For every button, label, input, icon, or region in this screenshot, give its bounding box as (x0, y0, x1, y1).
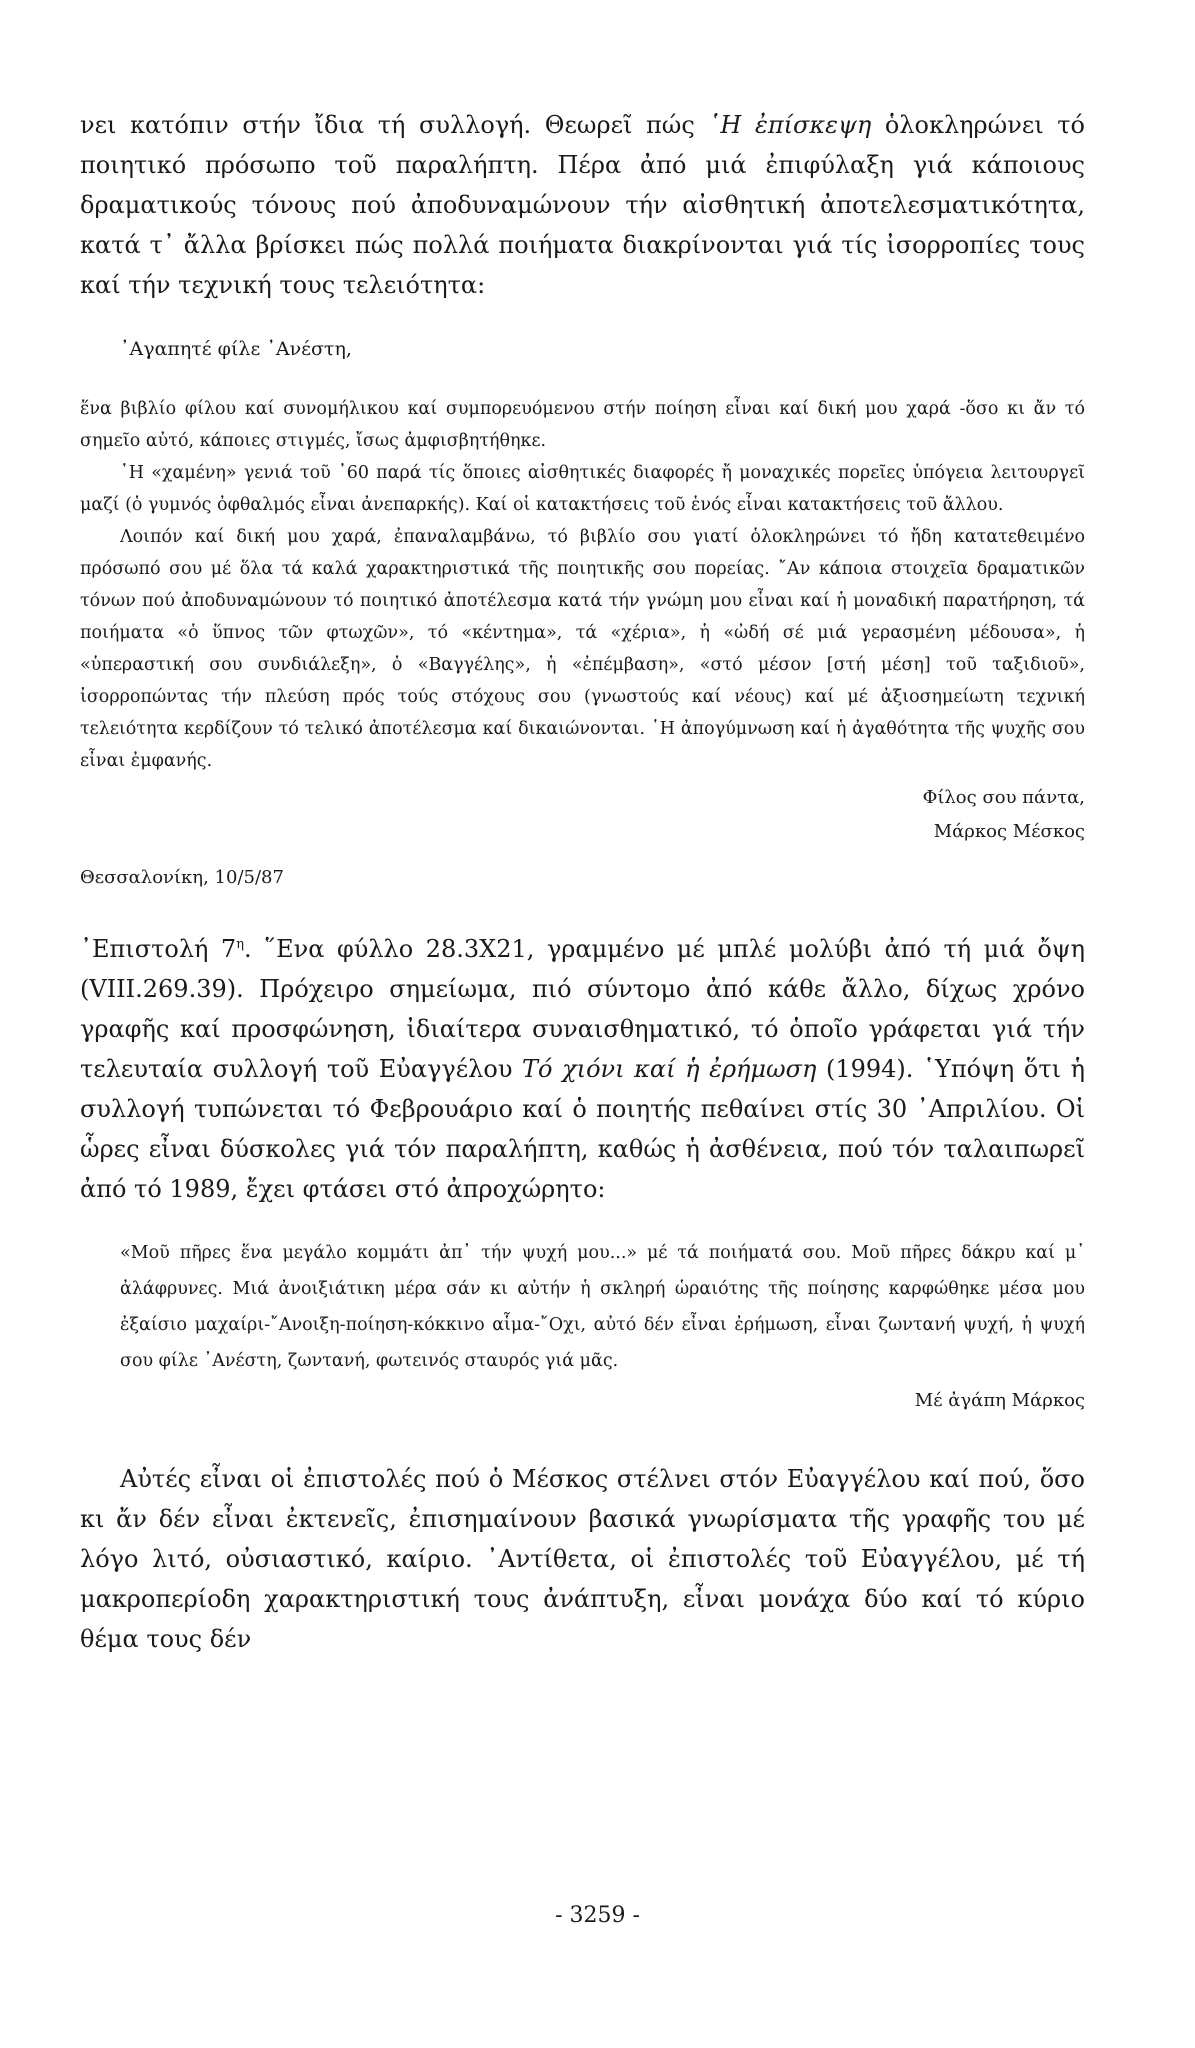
letter-seven-intro (80, 925, 1085, 1209)
body-paragraph: Αὐτές εἶναι οἱ ἐπιστολές πού ὁ Μέσκος στέλνει στόν Εὐαγγέλου καί πού, ὅσο κι ἄν δέν εἶναι ἐκτενεῖς, ἐπισημαίνουν βασικά γνωρίσματα τῆς γραφῆς του μέ λόγο λιτό, οὐσιαστικό, καίριο. ᾿Αντίθετα, οἱ ἐπιστολές τοῦ Εὐαγγέλου, μέ τή μακροπερίοδη χαρακτηριστική τους ἀνάπτυξη, εἶναι μονάχα δύο καί τό κύριο θέμα τους δέν (80, 1465, 1085, 1653)
intro-text-b: ὁλοκληρώνει τό ποιητικό πρόσωπο τοῦ παραλήπτη. Πέρα ἀπό μιά ἐπιφύλαξη γιά κάποιους δραματικούς τόνους πού ἀποδυναμώνουν τήν αἰσθητική ἀποτελεσματικότητα, κατά τ᾿ ἄλλα βρίσκει πώς πολλά ποιήματα διακρίνονται γιά τίς ἰσορροπίες τους καί τήν τεχνική τους τελειότητα: (80, 111, 1085, 299)
book-title-chioni: Τό χιόνι καί ἡ ἐρήμωση (522, 1055, 817, 1083)
letter-paragraph: ἕνα βιβλίο φίλου καί συνομήλικου καί συμπορευόμενου στήν ποίηση εἶναι καί δική μου χαρά -ὅσο κι ἄν τό σημεῖο αὐτό, κάποιες στιγμές, ἴσως ἀμφισβητήθηκε. (80, 399, 1085, 451)
letter-salutation: ᾿Αγαπητέ φίλε ᾿Ανέστη, (120, 338, 352, 360)
letter-seven-signature: Μέ ἀγάπη Μάρκος (914, 1390, 1085, 1411)
closing-line: Φίλος σου πάντα, (922, 787, 1085, 808)
intro-text: . ῞Ενα φύλλο 28.3Χ21, γραμμένο μέ μπλέ μολύβι ἀπό τή μιά ὄψη (VIII.269.39). Πρόχειρο σημείωμα, πιό σύντομο ἀπό κάθε ἄλλο, δίχως χρόνο γραφῆς καί προσφώνηση, ἰδιαίτερα συναισθηματικό, τό ὁποῖο γράφεται γιά τήν τελευταία συλλογή τοῦ Εὐαγγέλου (80, 935, 1085, 1083)
ordinal-superscript: η (236, 937, 244, 952)
letter-paragraph: ῾Η «χαμένη» γενιά τοῦ ᾿60 παρά τίς ὅποιες αἰσθητικές διαφορές ἤ μοναχικές πορεῖες ὑπόγεια λειτουργεῖ μαζί (ὁ γυμνός ὀφθαλμός εἶναι ἀνεπαρκής). Καί οἱ κατακτήσεις τοῦ ἑνός εἶναι κατακτήσεις τοῦ ἄλλου. (80, 463, 1085, 515)
signature-name: Μάρκος Μέσκος (933, 821, 1085, 842)
intro-paragraph (80, 105, 1085, 305)
book-title-episkepsi: ῾Η ἐπίσκεψη (708, 111, 872, 139)
page-number: - 3259 - (555, 1903, 640, 1928)
place-date: Θεσσαλονίκη, 10/5/87 (80, 867, 284, 888)
letter-number: ᾿Επιστολή 7 (80, 935, 237, 963)
intro-text-a: νει κατόπιν στήν ἴδια τή συλλογή. Θεωρεῖ πώς (80, 111, 709, 139)
letter-six-body (80, 393, 1085, 777)
intro-text-end: (1994). ῾Υπόψη ὅτι ἡ συλλογή τυπώνεται τό Φεβρουάριο καί ὁ ποιητής πεθαίνει στίς 30 ᾿Απριλίου. Οἱ ὧρες εἶναι δύσκολες γιά τόν παραλήπτη, καθώς ἡ ἀσθένεια, πού τόν ταλαιπωρεῖ ἀπό τό 1989, ἔχει φτάσει στό ἀπροχώρητο: (80, 1055, 1085, 1203)
letter-seven-quote: «Μοῦ πῆρες ἕνα μεγάλο κομμάτι ἀπ᾿ τήν ψυχή μου...» μέ τά ποιήματά σου. Μοῦ πῆρες δάκρυ καί μ᾿ ἀλάφρυνες. Μιά ἀνοιξιάτικη μέρα σάν κι αὐτήν ἡ σκληρή ὡραιότης τῆς ποίησης καρφώθηκε μέσα μου ἐξαίσιο μαχαίρι-῎Ανοιξη-ποίηση-κόκκινο αἷμα-῎Οχι, αὐτό δέν εἶναι ἐρήμωση, εἶναι ζωντανή ψυχή, ἡ ψυχή σου φίλε ᾿Ανέστη, ζωντανή, φωτεινός σταυρός γιά μᾶς. (120, 1243, 1085, 1371)
letter-closing (80, 781, 1085, 849)
closing-paragraph (80, 1459, 1085, 1659)
letter-paragraph: Λοιπόν καί δική μου χαρά, ἐπαναλαμβάνω, τό βιβλίο σου γιατί ὁλοκληρώνει τό ἤδη κατατεθειμένο πρόσωπό σου μέ ὅλα τά καλά χαρακτηριστικά τῆς ποιητικῆς σου πορείας. ῎Αν κάποια στοιχεῖα δραματικῶν τόνων πού ἀποδυναμώνουν τό ποιητικό ἀποτέλεσμα κατά τήν γνώμη μου εἶναι καί ἡ μοναδική παρατήρηση, τά ποιήματα «ὁ ὕπνος τῶν φτωχῶν», τό «κέντημα», τά «χέρια», ἡ «ὠδή σέ μιά γερασμένη μέδουσα», ἡ «ὑπεραστική σου συνδιάλεξη», ὁ «Βαγγέλης», ἡ «ἐπέμβαση», «στό μέσον [στή μέση] τοῦ ταξιδιοῦ», ἰσορροπώντας τήν πλεύση πρός τούς στόχους σου (γνωστούς καί νέους) καί μέ ἀξιοσημείωτη τεχνική τελειότητα κερδίζουν τό τελικό ἀποτέλεσμα καί δικαιώνονται. ῾Η ἀπογύμνωση καί ἡ ἀγαθότητα τῆς ψυχῆς σου εἶναι ἐμφανής. (80, 527, 1085, 771)
